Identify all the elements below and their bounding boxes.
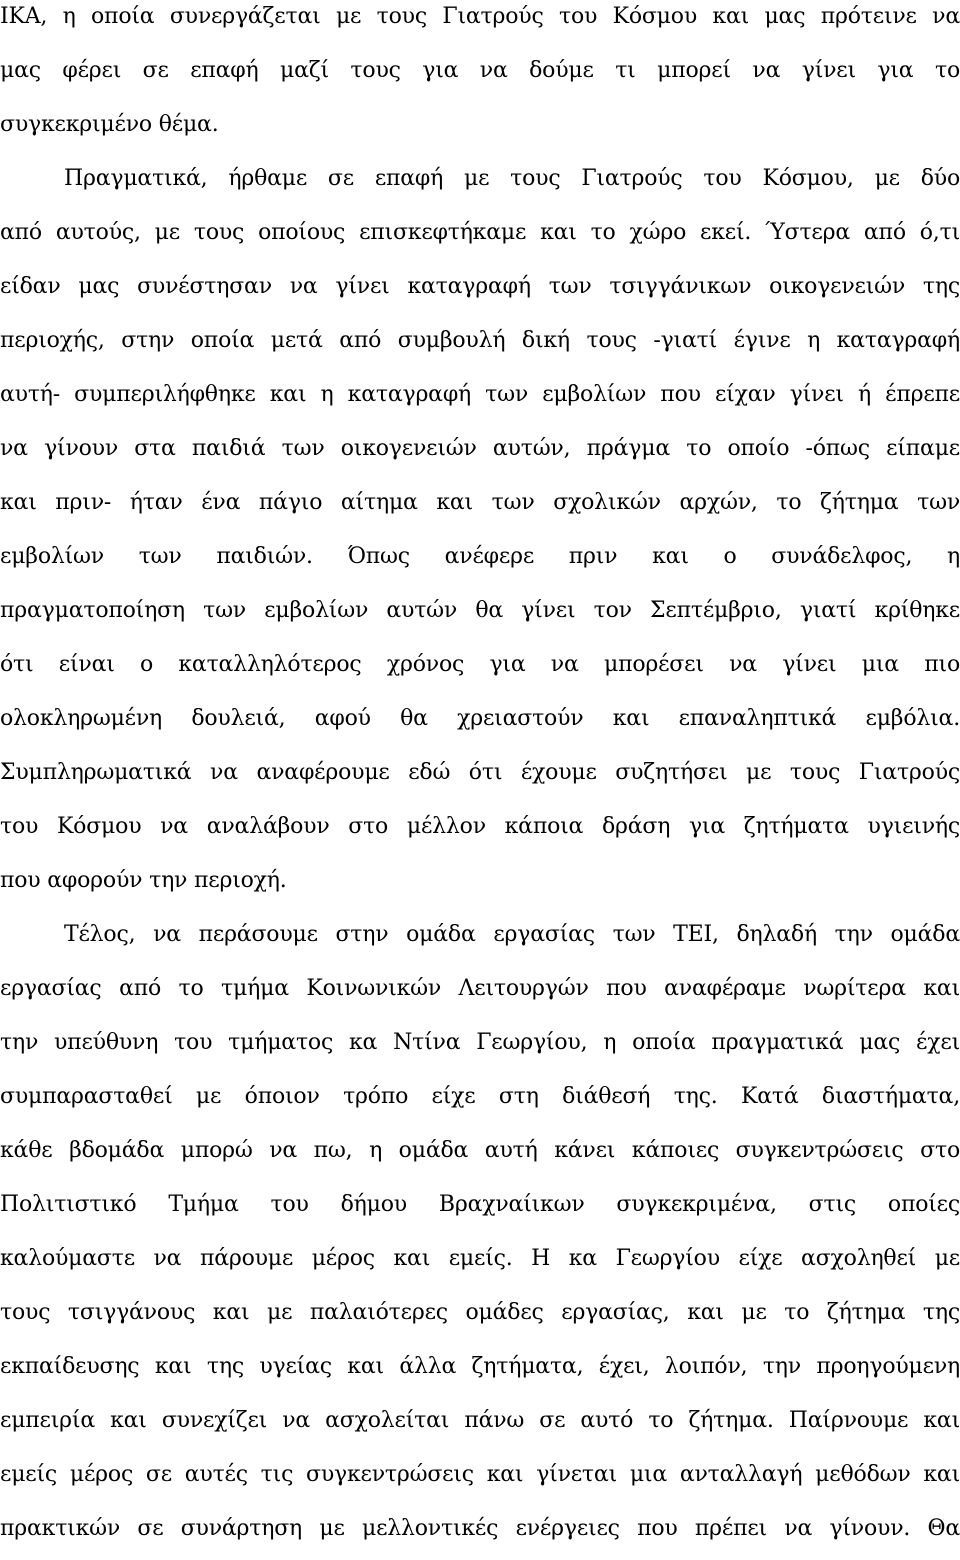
text-line: και πριν- ήταν ένα πάγιο αίτημα και των σχολικών αρχών, το ζήτημα των xyxy=(0,490,960,515)
text-line: πρακτικών σε συνάρτηση με μελλοντικές ενέργειες που πρέπει να γίνουν. Θα xyxy=(0,1516,960,1541)
text-line: τους τσιγγάνους και με παλαιότερες ομάδες εργασίας, και με το ζήτημα της xyxy=(0,1300,960,1325)
text-line: εργασίας από το τμήμα Κοινωνικών Λειτουργών που αναφέραμε νωρίτερα και xyxy=(0,976,960,1001)
paragraph-first-line: Πραγματικά, ήρθαμε σε επαφή με τους Γιατρούς του Κόσμου, με δύο xyxy=(64,166,960,191)
text-line: κάθε βδομάδα μπορώ να πω, η ομάδα αυτή κάνει κάποιες συγκεντρώσεις στο xyxy=(0,1138,960,1163)
paragraph-first-line: Τέλος, να περάσουμε στην ομάδα εργασίας των ΤΕΙ, δηλαδή την ομάδα xyxy=(64,922,960,947)
text-line: την υπεύθυνη του τμήματος κα Ντίνα Γεωργίου, η οποία πραγματικά μας έχει xyxy=(0,1030,960,1055)
text-line: καλούμαστε να πάρουμε μέρος και εμείς. Η κα Γεωργίου είχε ασχοληθεί με xyxy=(0,1246,960,1271)
text-line: Πολιτιστικό Τμήμα του δήμου Βραχναίικων συγκεκριμένα, στις οποίες xyxy=(0,1192,960,1217)
text-line: περιοχής, στην οποία μετά από συμβουλή δική τους -γιατί έγινε η καταγραφή xyxy=(0,328,960,353)
text-line: εκπαίδευσης και της υγείας και άλλα ζητήματα, έχει, λοιπόν, την προηγούμενη xyxy=(0,1354,960,1379)
text-line: συμπαρασταθεί με όποιον τρόπο είχε στη διάθεσή της. Κατά διαστήματα, xyxy=(0,1084,960,1109)
text-line: εμπειρία και συνεχίζει να ασχολείται πάνω σε αυτό το ζήτημα. Παίρνουμε και xyxy=(0,1408,960,1433)
text-line: από αυτούς, με τους οποίους επισκεφτήκαμε και το χώρο εκεί. Ύστερα από ό,τι xyxy=(0,220,960,245)
text-line: πραγματοποίηση των εμβολίων αυτών θα γίνει τον Σεπτέμβριο, γιατί κρίθηκε xyxy=(0,598,960,623)
text-line: συγκεκριμένο θέμα. xyxy=(0,112,219,137)
text-line: που αφορούν την περιοχή. xyxy=(0,868,287,893)
text-line: αυτή- συμπεριλήφθηκε και η καταγραφή των εμβολίων που είχαν γίνει ή έπρεπε xyxy=(0,382,960,407)
text-line: να γίνουν στα παιδιά των οικογενειών αυτών, πράγμα το οποίο -όπως είπαμε xyxy=(0,436,960,461)
text-line: εμβολίων των παιδιών. Όπως ανέφερε πριν και ο συνάδελφος, η xyxy=(0,544,960,569)
text-line: ΙΚΑ, η οποία συνεργάζεται με τους Γιατρούς του Κόσμου και μας πρότεινε να xyxy=(0,4,960,29)
text-line: ολοκληρωμένη δουλειά, αφού θα χρειαστούν και επαναληπτικά εμβόλια. xyxy=(0,706,960,731)
text-line: Συμπληρωματικά να αναφέρουμε εδώ ότι έχουμε συζητήσει με τους Γιατρούς xyxy=(0,760,960,785)
text-line: ότι είναι ο καταλληλότερος χρόνος για να μπορέσει να γίνει μια πιο xyxy=(0,652,960,677)
text-line: εμείς μέρος σε αυτές τις συγκεντρώσεις και γίνεται μια ανταλλαγή μεθόδων και xyxy=(0,1462,960,1487)
text-line: είδαν μας συνέστησαν να γίνει καταγραφή των τσιγγάνικων οικογενειών της xyxy=(0,274,960,299)
text-line: μας φέρει σε επαφή μαζί τους για να δούμε τι μπορεί να γίνει για το xyxy=(0,58,960,83)
text-line: του Κόσμου να αναλάβουν στο μέλλον κάποια δράση για ζητήματα υγιεινής xyxy=(0,814,960,839)
